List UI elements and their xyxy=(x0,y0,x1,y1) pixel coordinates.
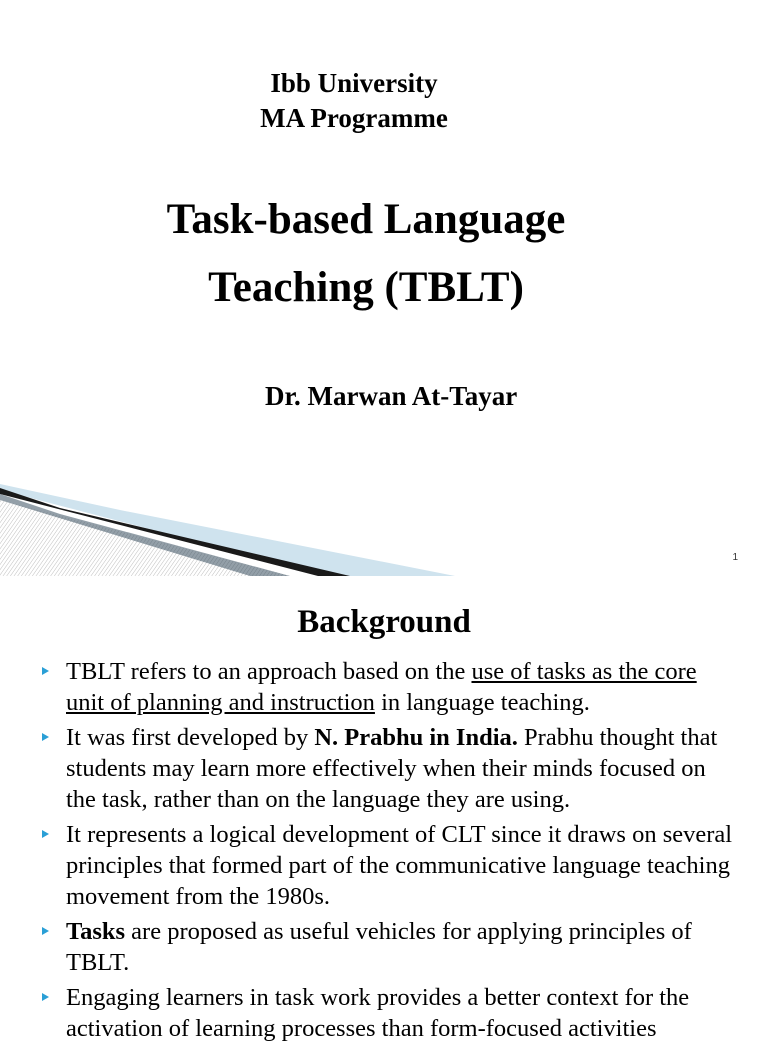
slide-heading: Background xyxy=(297,604,471,640)
presentation-title xyxy=(0,186,732,322)
bullet-list xyxy=(40,656,740,1048)
bullet-underlined-text: use of tasks as the core unit of planning and instruction xyxy=(66,658,697,716)
bullet-text: TBLT refers to an approach based on the xyxy=(66,658,472,685)
bullet-arrow-icon xyxy=(42,927,49,935)
bullet-bold-text: N. Prabhu in India. xyxy=(314,724,518,751)
bullet-text: It represents a logical development of CLT since it draws on several principles that formed part of the communicative language teaching movement from the 1980s. xyxy=(66,821,733,910)
bullet-arrow-icon xyxy=(42,830,49,838)
list-item xyxy=(40,819,740,912)
bullet-text: in language teaching. xyxy=(374,689,590,716)
bullet-text: Prabhu thought that students may learn more effectively when their minds focused on the task, rather than on the language they are using. xyxy=(66,724,718,813)
list-item xyxy=(40,722,740,815)
bullet-arrow-icon xyxy=(42,993,49,1001)
bullet-bold-text: Tasks xyxy=(66,918,126,945)
bullet-arrow-icon xyxy=(42,667,49,675)
programme-name: MA Programme xyxy=(260,103,448,133)
list-item xyxy=(40,982,740,1044)
institution-name: Ibb University xyxy=(270,68,438,98)
bullet-text: Engaging learners in task work provides a better context for the activation of learning processes than form-focused activities xyxy=(66,984,690,1042)
background-slide xyxy=(0,576,768,1042)
bullet-text: are proposed as useful vehicles for applying principles of TBLT. xyxy=(66,918,692,976)
list-item xyxy=(40,656,740,718)
decorative-swoosh xyxy=(0,470,768,576)
title-line-1: Task-based Language xyxy=(166,196,566,243)
slide-number: 1 xyxy=(732,552,738,563)
bullet-arrow-icon xyxy=(42,733,49,741)
author-name: Dr. Marwan At-Tayar xyxy=(265,381,518,411)
title-line-2: Teaching (TBLT) xyxy=(208,264,524,311)
bullet-text: It was first developed by xyxy=(66,724,315,751)
list-item xyxy=(40,916,740,978)
institution-block xyxy=(0,66,708,136)
